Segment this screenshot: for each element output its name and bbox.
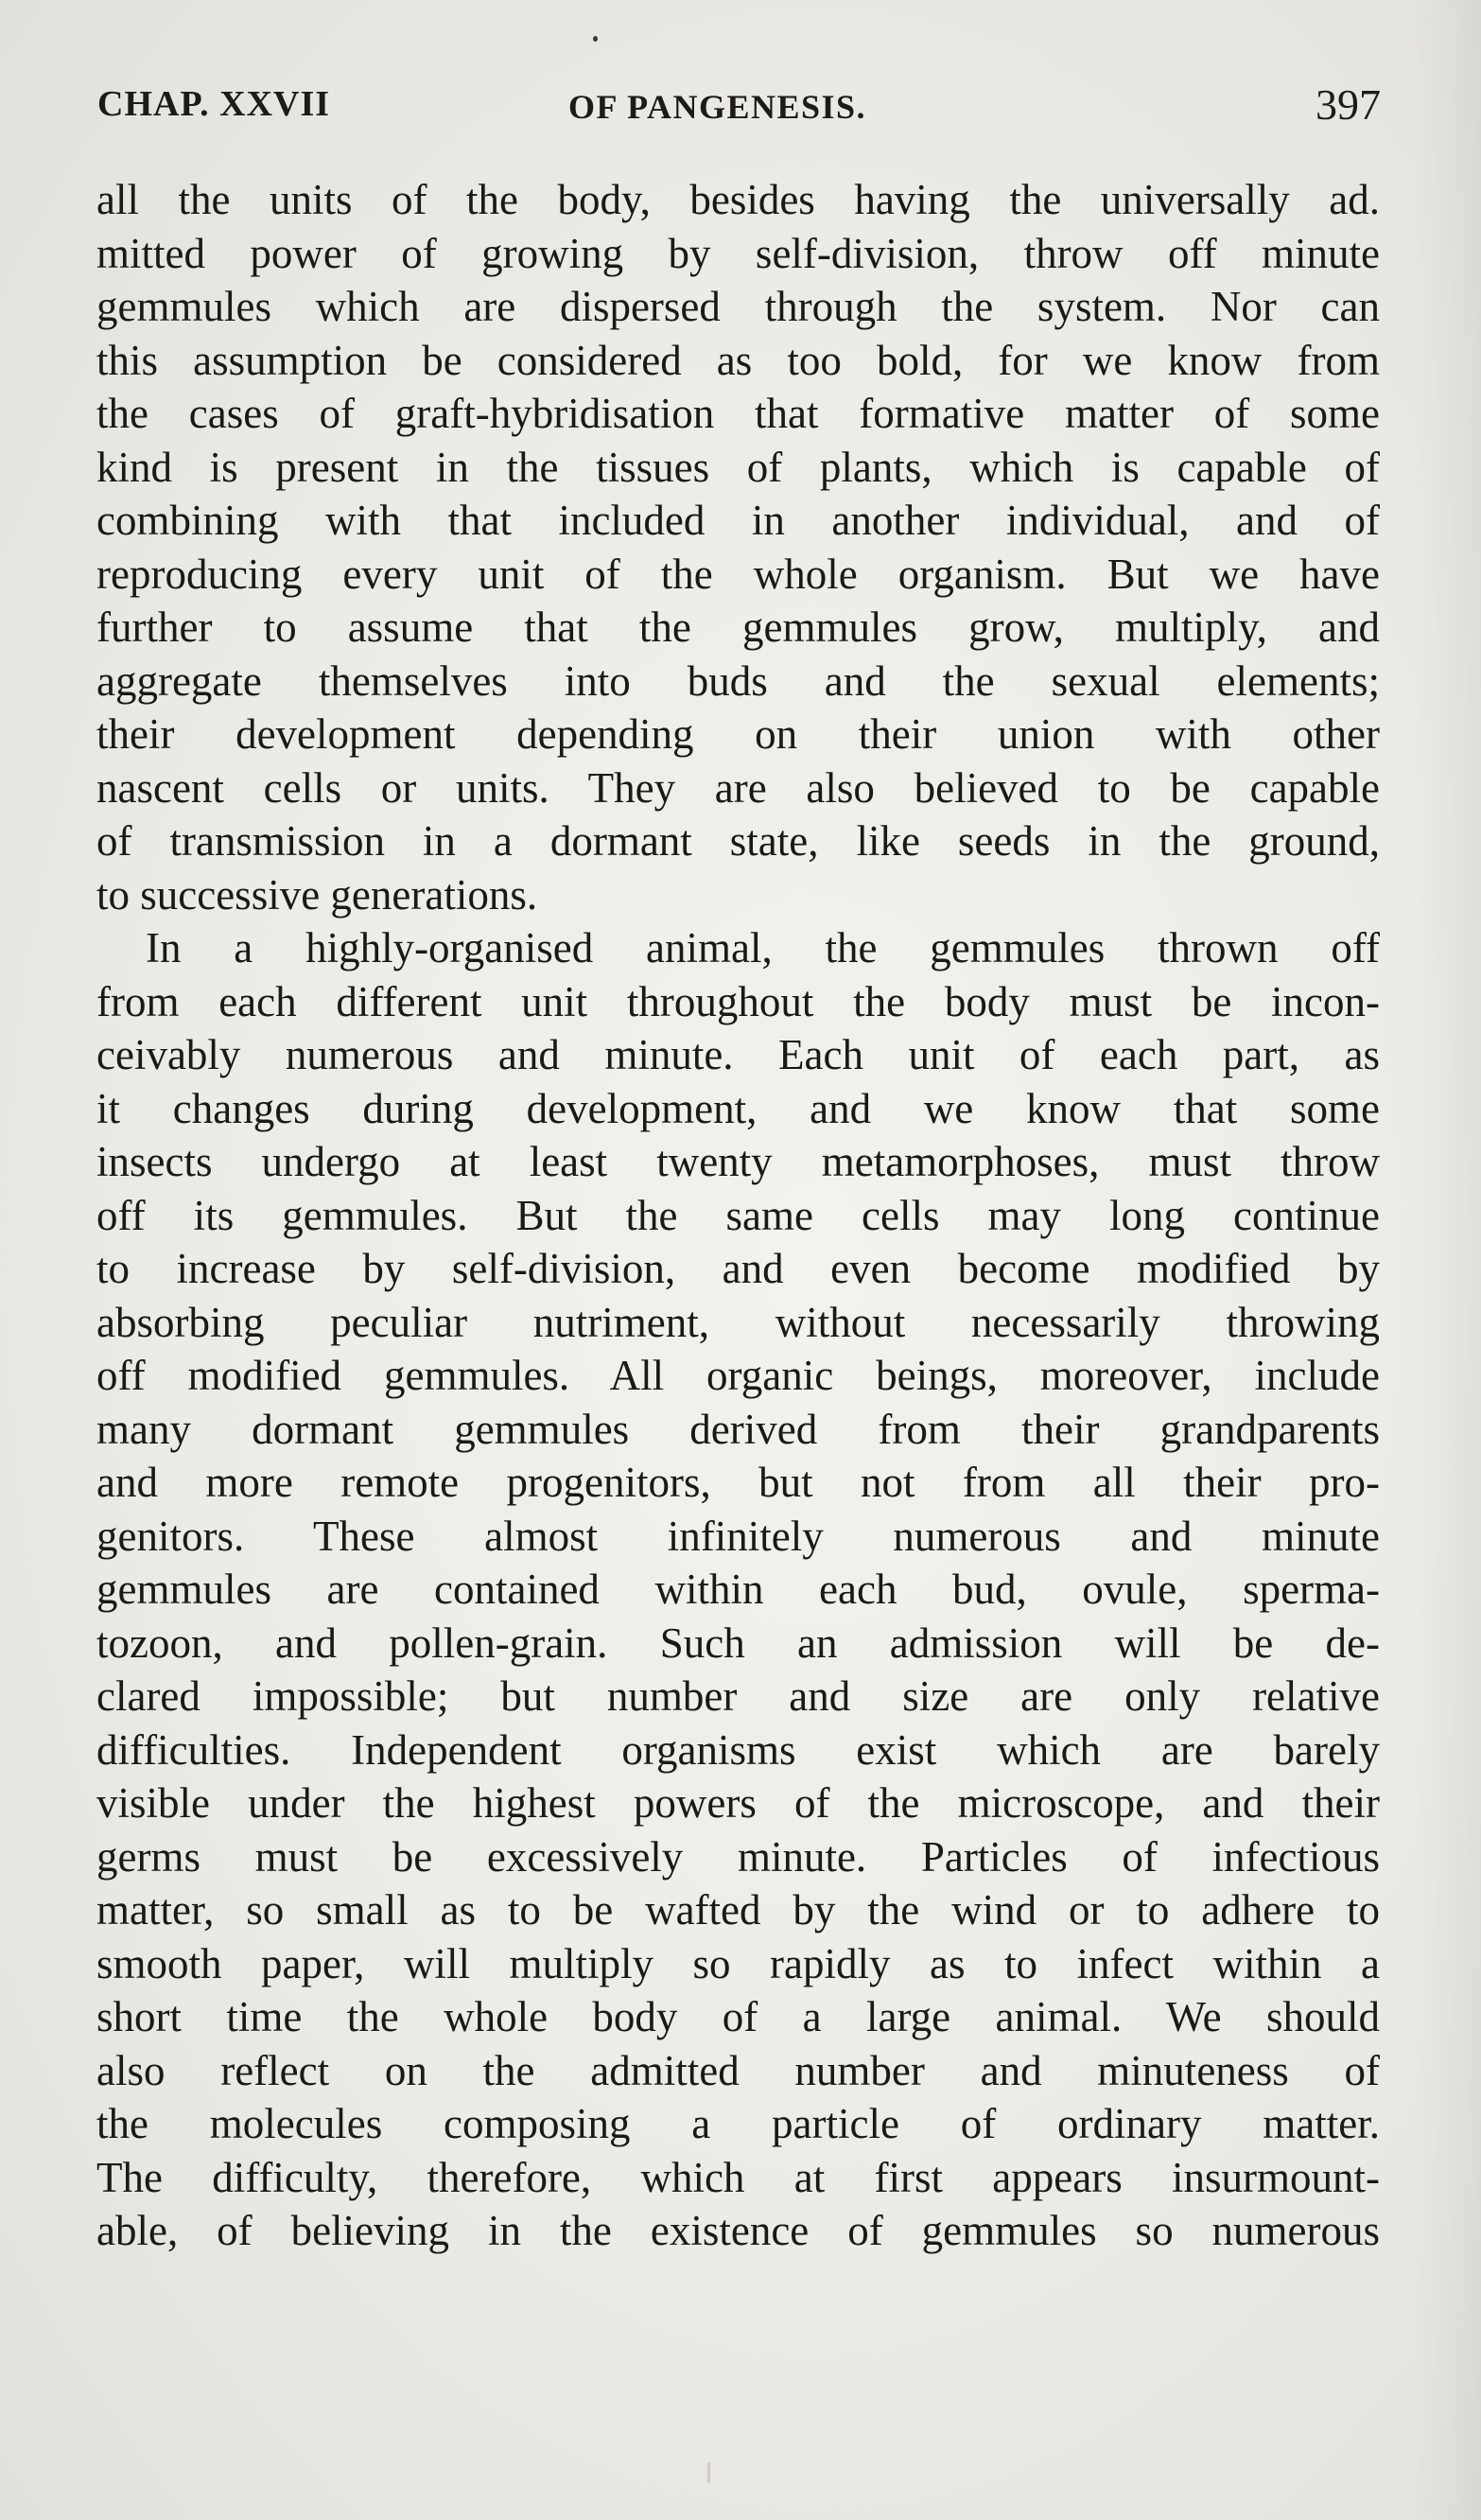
text-line: visible under the highest powers of the microscope, and their [96, 1779, 1380, 1827]
ink-speck [707, 2462, 710, 2483]
text-line: mitted power of growing by self-division, throw off minute [96, 229, 1380, 277]
text-line: matter, so small as to be wafted by the wind or to adhere to [96, 1886, 1380, 1934]
text-line: difficulties. Independent organisms exist which are barely [96, 1725, 1380, 1774]
chapter-label: CHAP. XXVII [97, 84, 331, 124]
text-line: genitors. These almost infinitely numerous and minute [96, 1512, 1380, 1560]
text-line: to increase by self-division, and even become modified by [96, 1245, 1380, 1292]
text-line: also reflect on the admitted number and minuteness of [96, 2046, 1380, 2094]
text-line: their development depending on their union with other [96, 710, 1380, 758]
text-line: germs must be excessively minute. Particles of infectious [96, 1832, 1380, 1881]
text-line: to successive generations. [96, 870, 538, 919]
text-line: clared impossible; but number and size are only relative [96, 1672, 1380, 1720]
ink-speck [593, 36, 598, 42]
running-header [97, 79, 1381, 140]
text-line: insects undergo at least twenty metamorphoses, must throw [96, 1138, 1380, 1185]
text-line: In a highly-organised animal, the gemmules thrown off [146, 924, 1380, 971]
text-line: combining with that included in another individual, and of [96, 497, 1380, 544]
text-line: gemmules are contained within each bud, ovule, sperma- [96, 1566, 1380, 1613]
text-line: aggregate themselves into buds and the sexual elements; [96, 656, 1380, 705]
text-line: absorbing peculiar nutriment, without necessarily throwing [96, 1298, 1380, 1346]
text-line: and more remote progenitors, but not from all their pro- [96, 1459, 1380, 1506]
text-line: off modified gemmules. All organic beings, moreover, include [96, 1352, 1380, 1399]
text-line: kind is present in the tissues of plants, which is capable of [96, 443, 1380, 491]
text-line: this assumption be considered as too bold, for we know from [96, 336, 1380, 384]
text-line: of transmission in a dormant state, like seeds in the ground, [96, 817, 1380, 865]
text-line: further to assume that the gemmules grow, multiply, and [96, 604, 1380, 651]
text-line: reproducing every unit of the whole organism. But we have [96, 550, 1380, 598]
text-line: the cases of graft-hybridisation that formative matter of some [96, 390, 1380, 437]
text-line: smooth paper, will multiply so rapidly as to infect within a [96, 1939, 1380, 1987]
page-number: 397 [1315, 80, 1381, 129]
text-line: gemmules which are dispersed through the system. Nor can [96, 283, 1380, 330]
text-line: all the units of the body, besides having the universally ad. [96, 176, 1380, 223]
text-line: off its gemmules. But the same cells may long continue [96, 1191, 1380, 1239]
text-line: from each different unit throughout the body must be incon- [96, 977, 1380, 1025]
text-line: ceivably numerous and minute. Each unit of each part, as [96, 1031, 1380, 1078]
body-text [96, 173, 1380, 2258]
page-edge-shadow [1415, 0, 1481, 2520]
text-line: tozoon, and pollen-grain. Such an admission will be de- [96, 1619, 1380, 1667]
text-line: it changes during development, and we know that some [96, 1084, 1380, 1132]
text-line: the molecules composing a particle of ordinary matter. [96, 2100, 1380, 2147]
text-line: The difficulty, therefore, which at first appears insurmount- [96, 2153, 1380, 2201]
text-line: able, of believing in the existence of gemmules so numerous [96, 2207, 1380, 2254]
text-line: nascent cells or units. They are also believed to be capable [96, 763, 1380, 812]
text-line: short time the whole body of a large animal. We should [96, 1993, 1380, 2040]
running-title: OF PANGENESIS. [568, 88, 867, 126]
text-line: many dormant gemmules derived from their grandparents [96, 1405, 1380, 1453]
